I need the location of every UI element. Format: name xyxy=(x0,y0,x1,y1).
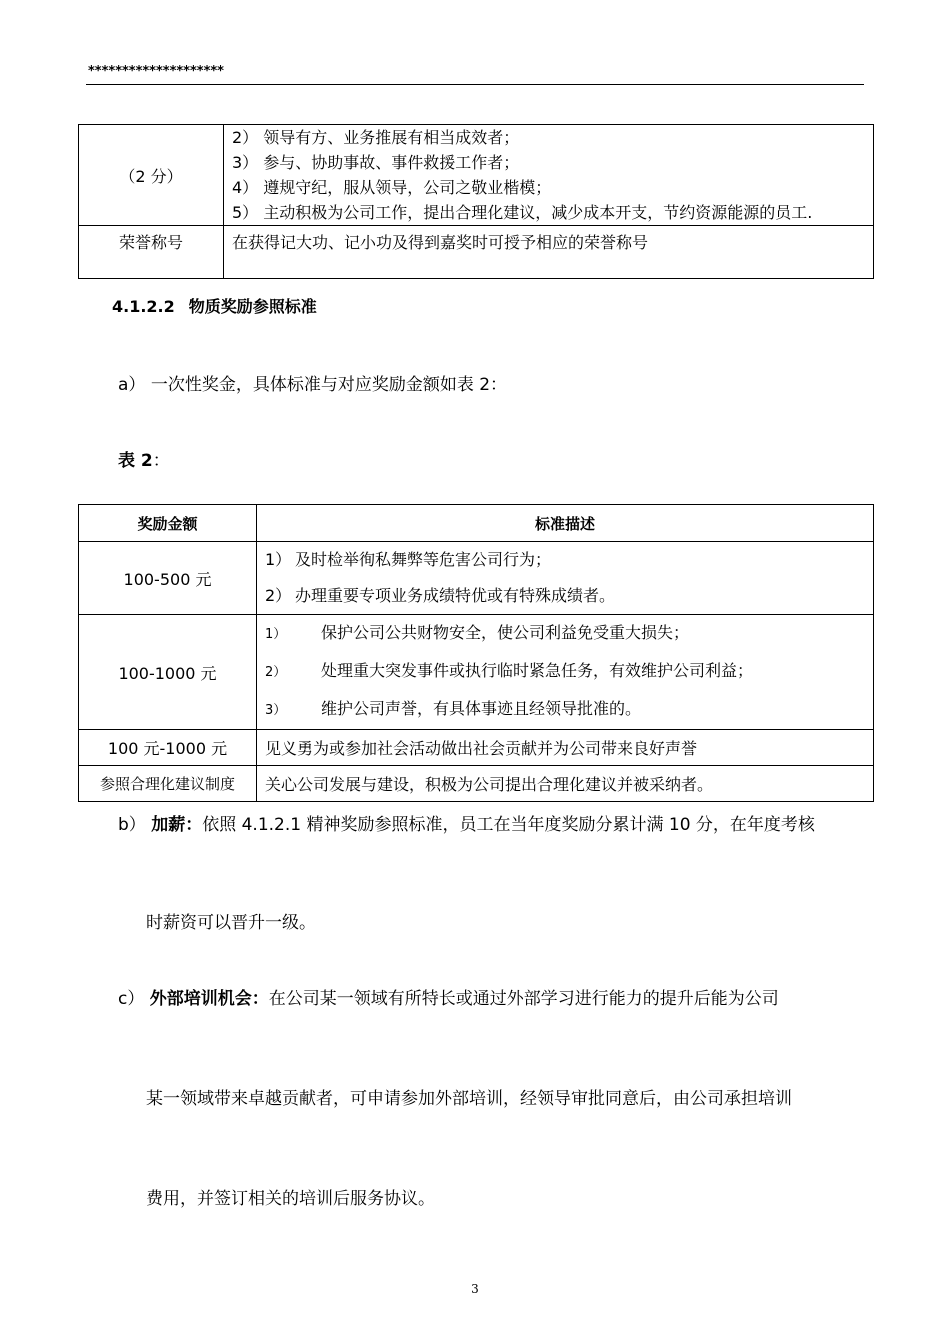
list-item: 1） 及时检举徇私舞弊等危害公司行为； xyxy=(265,550,552,569)
raise-label: 加薪： xyxy=(151,815,203,835)
table-row xyxy=(79,766,874,802)
table-row xyxy=(79,730,874,766)
amount-cell: 100 元-1000 元 xyxy=(79,730,257,766)
paragraph-a: a） 一次性奖金，具体标准与对应奖励金额如表 2： xyxy=(118,375,508,395)
table-header-row xyxy=(79,505,874,542)
reward-table xyxy=(78,504,874,802)
header-amount: 奖励金额 xyxy=(79,505,257,542)
amount-cell: 100-500 元 xyxy=(79,542,257,615)
section-number: 4.1.2.2 xyxy=(112,297,175,316)
section-title: 物质奖励参照标准 xyxy=(188,297,317,316)
description-cell: 见义勇为或参加社会活动做出社会贡献并为公司带来良好声誉 xyxy=(257,730,874,766)
list-item: 2） 领导有方、业务推展有相当成效者； xyxy=(232,128,520,147)
score-label: （2 分） xyxy=(79,125,224,226)
table-row xyxy=(79,226,874,279)
section-heading xyxy=(112,294,317,317)
paragraph-b-line1: b） 加薪：依照 4.1.2.1 精神奖励参照标准，员工在当年度奖励分累计满 10 分，在年度考核 xyxy=(118,815,815,835)
description-cell: 关心公司发展与建设，积极为公司提出合理化建议并被采纳者。 xyxy=(257,766,874,802)
caption-colon: ： xyxy=(152,451,170,471)
list-item: 3） 参与、协助事故、事件救援工作者； xyxy=(232,153,520,172)
amount-cell: 参照合理化建议制度 xyxy=(79,766,257,802)
description-cell xyxy=(257,615,874,730)
description-cell xyxy=(257,542,874,615)
caption-label: 表 2 xyxy=(118,451,153,471)
table-row xyxy=(79,615,874,730)
list-item: 4） 遵规守纪，服从领导，公司之敬业楷模； xyxy=(232,178,552,197)
honor-title-desc: 在获得记大功、记小功及得到嘉奖时可授予相应的荣誉称号 xyxy=(224,226,874,279)
list-item: 5） 主动积极为公司工作，提出合理化建议，减少成本开支，节约资源能源的员工. xyxy=(232,203,813,222)
paragraph-c-line2: 某一领域带来卓越贡献者，可申请参加外部培训，经领导审批同意后，由公司承担培训 xyxy=(146,1089,792,1109)
training-label: 外部培训机会： xyxy=(149,989,269,1009)
list-item: 1） 保护公司公共财物安全，使公司利益免受重大损失； xyxy=(265,623,690,642)
paragraph-b-line2: 时薪资可以晋升一级。 xyxy=(146,913,316,933)
table-row xyxy=(79,542,874,615)
paragraph-c-line3: 费用，并签订相关的培训后服务协议。 xyxy=(146,1189,435,1209)
table-caption xyxy=(118,446,170,471)
table-row xyxy=(79,125,874,226)
honor-table xyxy=(78,124,874,279)
page-number: 3 xyxy=(471,1282,479,1296)
header-rule xyxy=(86,84,864,85)
criteria-list xyxy=(224,125,874,226)
list-item: 3） 维护公司声誉，有具体事迹且经领导批准的。 xyxy=(265,699,642,718)
header-description: 标准描述 xyxy=(257,505,874,542)
header-stars: ******************** xyxy=(88,64,224,79)
honor-title-label: 荣誉称号 xyxy=(79,226,224,279)
list-item: 2） 处理重大突发事件或执行临时紧急任务，有效维护公司利益； xyxy=(265,661,754,680)
paragraph-c-line1: c） 外部培训机会：在公司某一领域有所特长或通过外部学习进行能力的提升后能为公司 xyxy=(118,989,779,1009)
amount-cell: 100-1000 元 xyxy=(79,615,257,730)
list-item: 2） 办理重要专项业务成绩特优或有特殊成绩者。 xyxy=(265,586,616,605)
